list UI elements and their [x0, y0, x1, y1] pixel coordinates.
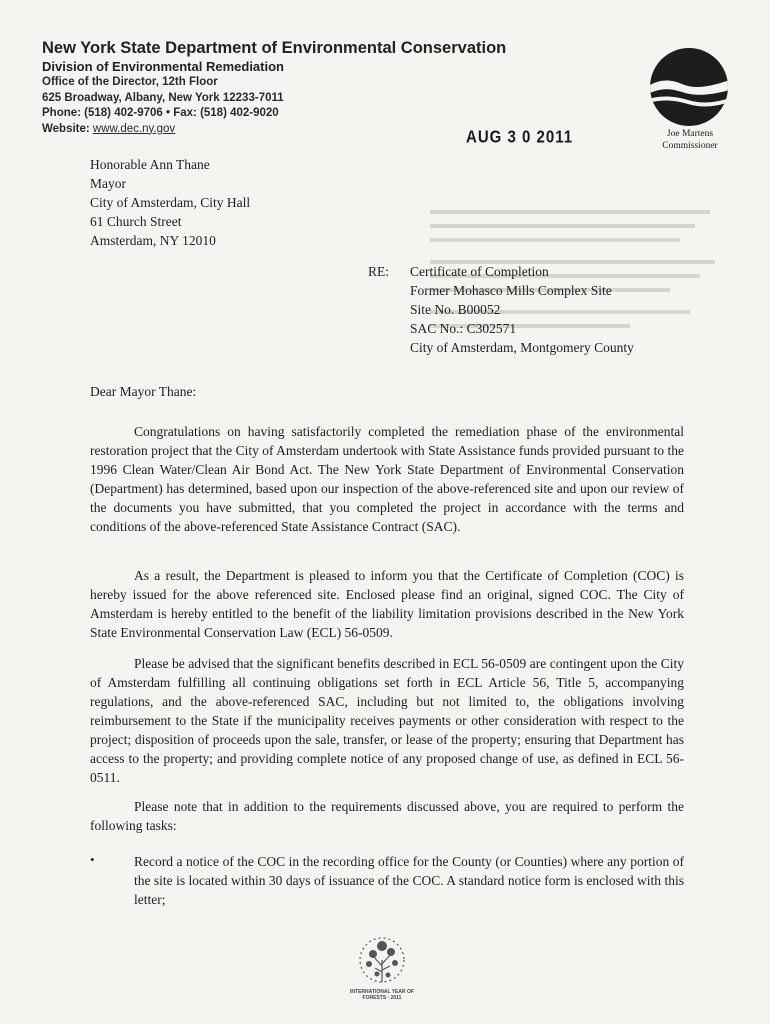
division-name: Division of Environmental Remediation — [42, 59, 284, 74]
agency-name: New York State Department of Environmental Conservation — [42, 39, 507, 57]
re-line: Certificate of Completion — [410, 264, 549, 279]
bullet-item — [90, 852, 684, 909]
commissioner-block — [640, 128, 740, 152]
recipient-office: City of Amsterdam, City Hall — [90, 195, 251, 210]
re-label: RE: — [368, 264, 390, 279]
recipient-name: Honorable Ann Thane — [90, 157, 210, 172]
re-block — [410, 262, 634, 357]
website-link[interactable]: www.dec.ny.gov — [92, 122, 176, 135]
recipient-street: 61 Church Street — [90, 214, 182, 229]
body-paragraph: Please be advised that the significant benefits described in ECL 56-0509 are contingent upon the City of Amsterdam fulfilling all continuing obligations set forth in ECL Article 56, Title 5, accompanying regulations, and the above-referenced SAC, including but not limited to, the obligations involving reimbursement to the State if the municipality receives payments or other consideration with respect to the project; disposition of proceeds upon the sale, transfer, or lease of the property; ensuring that Department has access to the property; and providing complete notice of any proposed change of use, as defined in ECL 56-0511. — [90, 656, 684, 785]
salutation: Dear Mayor Thane: — [90, 384, 197, 399]
letterhead — [42, 38, 506, 137]
website-line — [42, 122, 506, 138]
commissioner-title: Commissioner — [662, 141, 718, 151]
re-line: Site No. B00052 — [410, 302, 501, 317]
body-paragraph: Congratulations on having satisfactorily completed the remediation phase of the environmental restoration project that the City of Amsterdam undertook with State Assistance funds provided pursuant to the 1996 Clean Water/Clean Air Bond Act. The New York State Department of Environmental Conservation (Department) has determined, based upon our inspection of the above-referenced site and upon our review of the documents you have submitted, that you completed the project in accordance with the terms and conditions of the above-referenced State Assistance Contract (SAC). — [90, 424, 684, 534]
website-label: Website: — [42, 122, 90, 135]
street-line: 625 Broadway, Albany, New York 12233-7011 — [42, 91, 284, 104]
body-paragraph: As a result, the Department is pleased to inform you that the Certificate of Completion (COC) is hereby issued for the above referenced site. Enclosed please find an original, signed COC. The City of Amsterdam is hereby entitled to the benefit of the liability limitation provisions described in the New York State Environmental Conservation Law (ECL) 56-0509. — [90, 568, 684, 640]
phone-fax-line: Phone: (518) 402-9706 • Fax: (518) 402-9020 — [42, 107, 279, 119]
body-paragraph: Please note that in addition to the requirements discussed above, you are required to perform the following tasks: — [90, 799, 684, 833]
recipient-title: Mayor — [90, 176, 126, 191]
bullet-text: Record a notice of the COC in the recording office for the County (or Counties) where any portion of the site is located within 30 days of issuance of the COC. A standard notice form is enclosed with this letter; — [134, 854, 684, 907]
bullet-dot-icon: • — [90, 852, 95, 867]
commissioner-name: Joe Martens — [666, 129, 714, 139]
seal-caption: INTERNATIONAL YEAR OF FORESTS · 2011 — [350, 989, 414, 1001]
re-line: City of Amsterdam, Montgomery County — [410, 340, 634, 355]
dec-logo-icon — [648, 46, 730, 128]
recipient-address — [90, 155, 250, 250]
date-stamp: AUG 3 0 2011 — [466, 127, 574, 148]
recipient-city: Amsterdam, NY 12010 — [90, 233, 216, 248]
office-line: Office of the Director, 12th Floor — [42, 76, 218, 88]
re-line: Former Mohasco Mills Complex Site — [410, 283, 612, 298]
re-line: SAC No.: C302571 — [410, 321, 517, 336]
